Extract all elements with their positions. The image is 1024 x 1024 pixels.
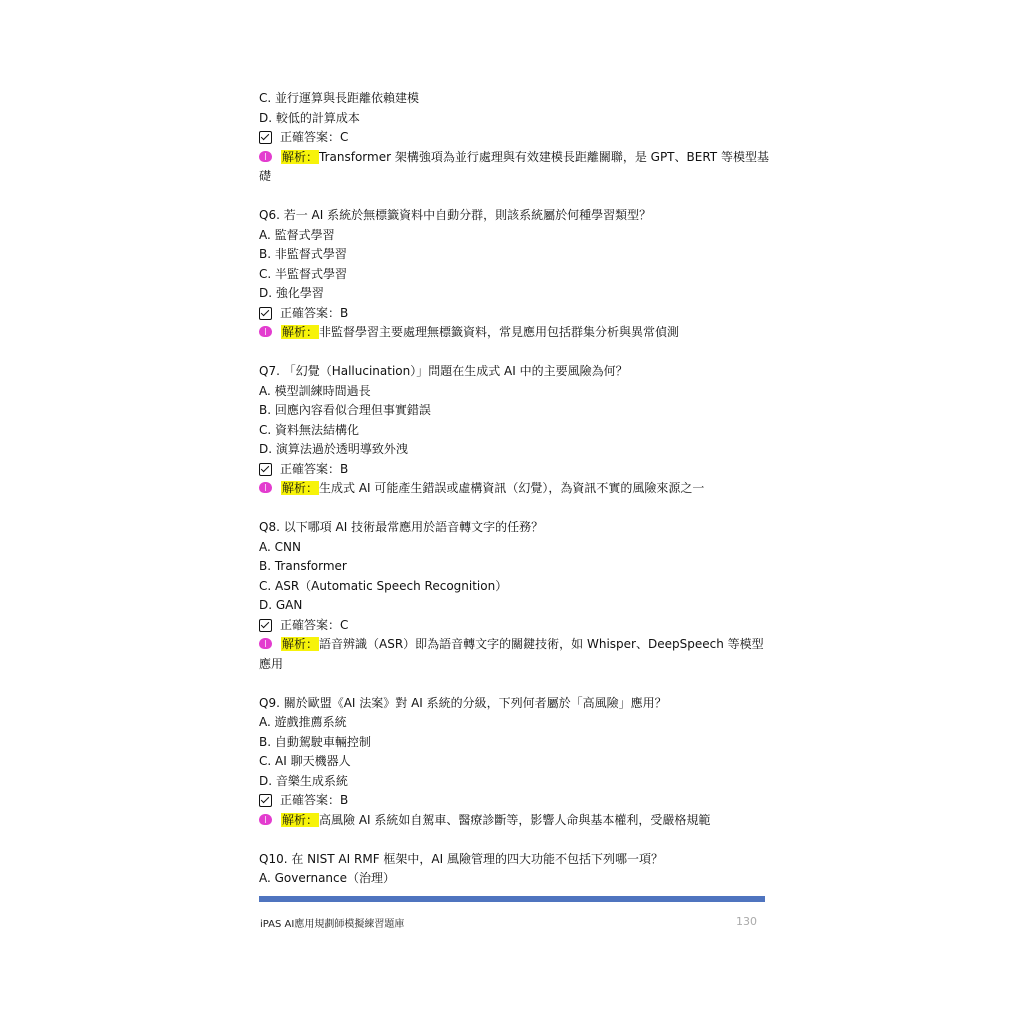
analysis <box>259 148 769 187</box>
analysis <box>259 811 769 831</box>
correct-answer <box>259 616 769 636</box>
question-text: Q7. 「幻覺（Hallucination）」問題在生成式 AI 中的主要風險為何？ <box>259 364 628 378</box>
option-line: D. 較低的計算成本 <box>259 110 360 125</box>
analysis-label: 解析： <box>282 481 319 495</box>
option-line: A. Governance（治理） <box>259 871 396 885</box>
correct-answer <box>259 791 769 811</box>
correct-answer <box>259 128 769 148</box>
option-line: D. 音樂生成系統 <box>259 773 348 788</box>
footer-title: iPAS AI應用規劃師模擬練習題庫 <box>260 919 405 930</box>
option-line: B. 自動駕駛車輛控制 <box>259 734 371 749</box>
correct-answer <box>259 304 769 324</box>
checkbox-check-icon <box>259 794 272 807</box>
analysis-text: 語音辨識（ASR）即為語音轉文字的關鍵技術，如 Whisper、DeepSpeech 等模型應用 <box>259 637 764 671</box>
option-line: C. AI 聊天機器人 <box>259 754 351 768</box>
option-line: C. 並行運算與長距離依賴建模 <box>259 91 420 105</box>
option-line: B. Transformer <box>259 559 347 573</box>
question-block <box>259 850 769 889</box>
analysis-text: 高風險 AI 系統如自駕車、醫療診斷等，影響人命與基本權利，受嚴格規範 <box>319 812 711 827</box>
option-line: D. 強化學習 <box>259 286 324 300</box>
brain-icon <box>259 151 272 162</box>
analysis <box>259 479 769 499</box>
option-line: C. 資料無法結構化 <box>259 422 360 437</box>
analysis <box>259 323 769 343</box>
brain-icon <box>259 482 272 493</box>
question-text: Q8. 以下哪項 AI 技術最常應用於語音轉文字的任務？ <box>259 520 544 534</box>
question-content <box>259 89 769 889</box>
checkbox-check-icon <box>259 619 272 632</box>
checkbox-check-icon <box>259 307 272 320</box>
option-line: C. 半監督式學習 <box>259 266 348 281</box>
checkbox-check-icon <box>259 463 272 476</box>
checkbox-check-icon <box>259 131 272 144</box>
analysis-label: 解析： <box>282 149 319 164</box>
correct-answer-text: 正確答案：B <box>280 305 349 320</box>
correct-answer-text: 正確答案：C <box>280 130 349 144</box>
analysis-text: 非監督學習主要處理無標籤資料，常見應用包括群集分析與異常偵測 <box>319 325 680 339</box>
correct-answer-text: 正確答案：B <box>280 793 349 807</box>
analysis-label: 解析： <box>282 325 319 339</box>
analysis-label: 解析： <box>282 637 319 651</box>
question-block <box>259 362 769 499</box>
option-line: A. CNN <box>259 539 301 554</box>
analysis-label: 解析： <box>282 812 319 827</box>
brain-icon <box>259 814 272 825</box>
analysis-text: Transformer 架構強項為並行處理與有效建模長距離關聯，是 GPT、BERT 等模型基礎 <box>259 149 769 183</box>
option-line: A. 監督式學習 <box>259 227 335 242</box>
question-text: Q6. 若一 AI 系統於無標籤資料中自動分群，則該系統屬於何種學習類型？ <box>259 208 652 222</box>
option-line: D. 演算法過於透明導致外洩 <box>259 442 408 456</box>
question-block <box>259 518 769 674</box>
analysis <box>259 635 769 674</box>
question-text: Q10. 在 NIST AI RMF 框架中，AI 風險管理的四大功能不包括下列哪一項？ <box>259 851 663 866</box>
option-line: B. 回應內容看似合理但事實錯誤 <box>259 403 431 417</box>
question-block <box>259 694 769 831</box>
question-block <box>259 206 769 343</box>
option-line: A. 模型訓練時間過長 <box>259 383 371 398</box>
option-line: A. 遊戲推薦系統 <box>259 715 347 729</box>
correct-answer-text: 正確答案：B <box>280 461 349 476</box>
question-block <box>259 89 769 187</box>
correct-answer <box>259 460 769 480</box>
option-line: C. ASR（Automatic Speech Recognition） <box>259 578 508 593</box>
correct-answer-text: 正確答案：C <box>280 617 349 632</box>
footer-rule <box>259 896 765 902</box>
question-text: Q9. 關於歐盟《AI 法案》對 AI 系統的分級，下列何者屬於「高風險」應用？ <box>259 695 667 710</box>
option-line: D. GAN <box>259 598 303 612</box>
brain-icon <box>259 638 272 649</box>
brain-icon <box>259 326 272 337</box>
analysis-text: 生成式 AI 可能產生錯誤或虛構資訊（幻覺），為資訊不實的風險來源之一 <box>319 481 705 495</box>
page-number: 130 <box>736 915 757 928</box>
option-line: B. 非監督式學習 <box>259 247 347 261</box>
